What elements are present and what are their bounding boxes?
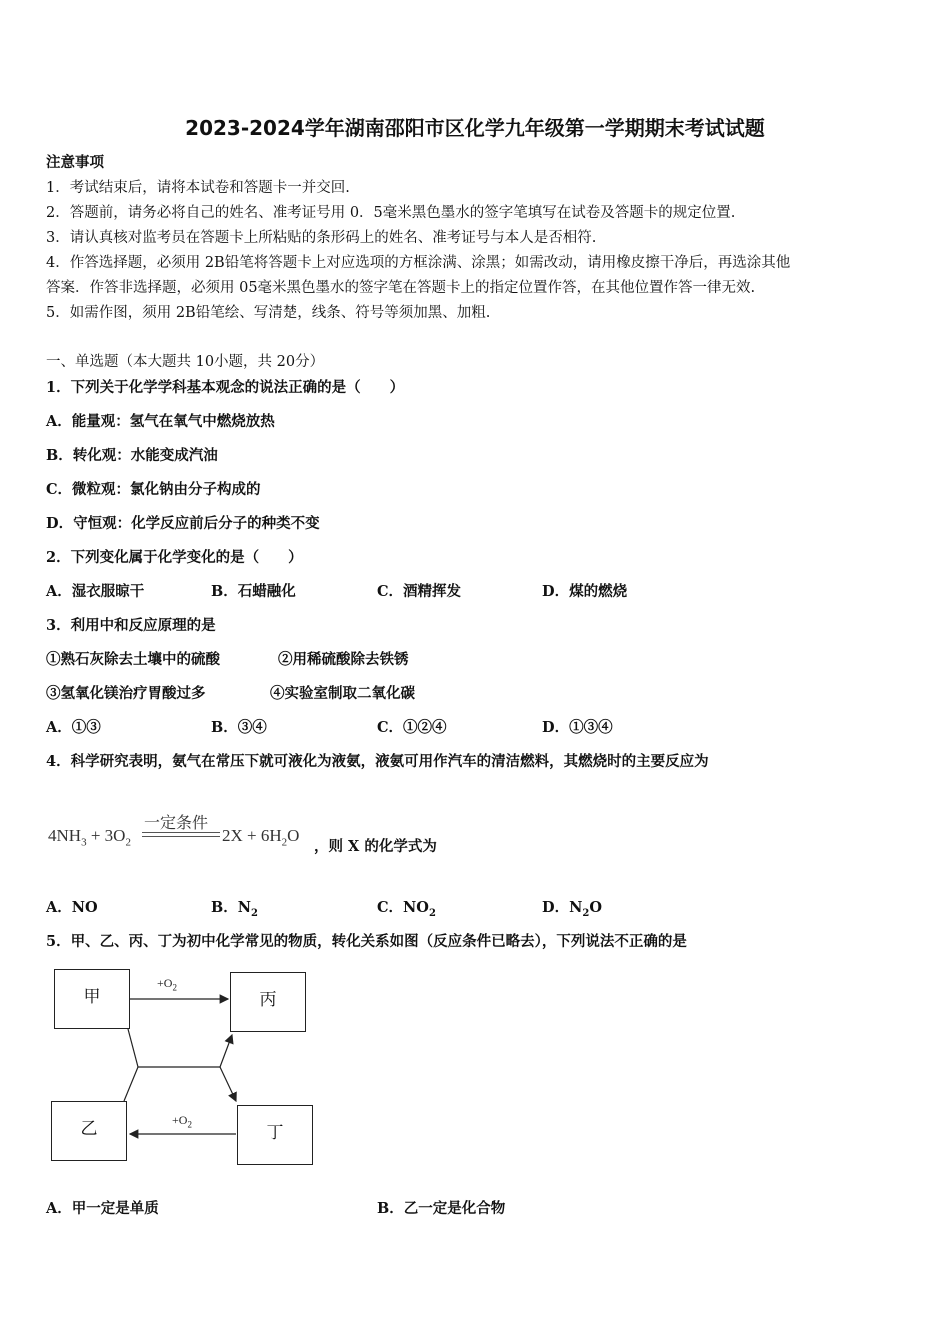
option-b: B．③④ [211, 719, 267, 736]
option-d: D．①③④ [542, 719, 613, 736]
notice-item: 1．考试结束后，请将本试卷和答题卡一并交回. [46, 180, 350, 196]
question-stem: 3．利用中和反应原理的是 [46, 617, 216, 634]
option-b: B．$N_2$ [211, 899, 258, 919]
option-a: A．NO [46, 899, 98, 916]
option-c: C．①②④ [377, 719, 447, 736]
notice-item: 4．作答选择题，必须用 2B铅笔将答题卡上对应选项的方框涂满、涂黑；如需改动，请用橡皮擦干净后，再选涂其他 [46, 255, 791, 271]
equation-condition: 一定条件 [144, 815, 209, 832]
option-a: A．能量观：氢气在氧气中燃烧放热 [46, 413, 275, 430]
option-a: A．①③ [46, 719, 101, 736]
box-ding: 丁 [237, 1105, 313, 1165]
arrow-label-top: $+O_2$ [157, 976, 177, 993]
statement-1: ①熟石灰除去土壤中的硫酸 [46, 651, 220, 668]
option-c: C．微粒观：氯化钠由分子构成的 [46, 481, 261, 498]
option-b: B．乙一定是化合物 [377, 1200, 506, 1217]
notice-item: 3．请认真核对监考员在答题卡上所粘贴的条形码上的姓名、准考证号与本人是否相符. [46, 230, 597, 246]
link-yi-center [124, 1067, 138, 1101]
notice-heading: 注意事项 [46, 154, 104, 171]
equation-reactants: $4NH_3 + 3O_2$ [48, 826, 131, 849]
statement-4: ④实验室制取二氧化碳 [270, 685, 415, 702]
equation-tail: ，则 X 的化学式为 [314, 838, 437, 855]
option-b: B．转化观：水能变成汽油 [46, 447, 218, 464]
question-stem: 5．甲、乙、丙、丁为初中化学常见的物质，转化关系如图（反应条件已略去），下列说法不正确的是 [46, 933, 687, 950]
page-title: 2023-2024学年湖南邵阳市区化学九年级第一学期期末考试试题 [185, 116, 765, 140]
arrow-to-bing [220, 1035, 232, 1067]
question-stem: 4．科学研究表明，氨气在常压下就可液化为液氨，液氨可用作汽车的清洁燃料，其燃烧时的主要反应为 [46, 753, 709, 770]
option-a: A．甲一定是单质 [46, 1200, 159, 1217]
question-stem: 2．下列变化属于化学变化的是（ ） [46, 549, 303, 566]
option-d: D．守恒观：化学反应前后分子的种类不变 [46, 515, 320, 532]
question-stem: 1．下列关于化学学科基本观念的说法正确的是（ ） [46, 379, 405, 396]
option-d: D．$N_2O$ [542, 899, 602, 919]
statement-2: ②用稀硫酸除去铁锈 [278, 651, 409, 668]
option-a: A．湿衣服晾干 [46, 583, 145, 600]
box-bing: 丙 [230, 972, 306, 1032]
option-c: C．酒精挥发 [377, 583, 462, 600]
section-heading: 一、单选题（本大题共 10小题，共 20分） [46, 354, 325, 370]
notice-item: 答案．作答非选择题，必须用 05毫米黑色墨水的签字笔在答题卡上的指定位置作答，在其他位置作答一律无效. [46, 280, 756, 296]
box-yi: 乙 [51, 1101, 127, 1161]
arrow-label-bottom: $+O_2$ [172, 1113, 192, 1130]
arrow-to-ding [220, 1067, 236, 1101]
link-jia-center [128, 1029, 138, 1067]
option-b: B．石蜡融化 [211, 583, 296, 600]
option-d: D．煤的燃烧 [542, 583, 628, 600]
equation-products: $2X + 6H_2O$ [222, 826, 300, 849]
statement-3: ③氢氧化镁治疗胃酸过多 [46, 685, 206, 702]
notice-item: 5．如需作图，须用 2B铅笔绘、写清楚，线条、符号等须加黑、加粗. [46, 305, 491, 321]
option-c: C．$NO_2$ [377, 899, 436, 919]
notice-item: 2．答题前，请务必将自己的姓名、准考证号用 0．5毫米黑色墨水的签字笔填写在试卷及答题卡的规定位置. [46, 205, 736, 221]
box-jia: 甲 [54, 969, 130, 1029]
